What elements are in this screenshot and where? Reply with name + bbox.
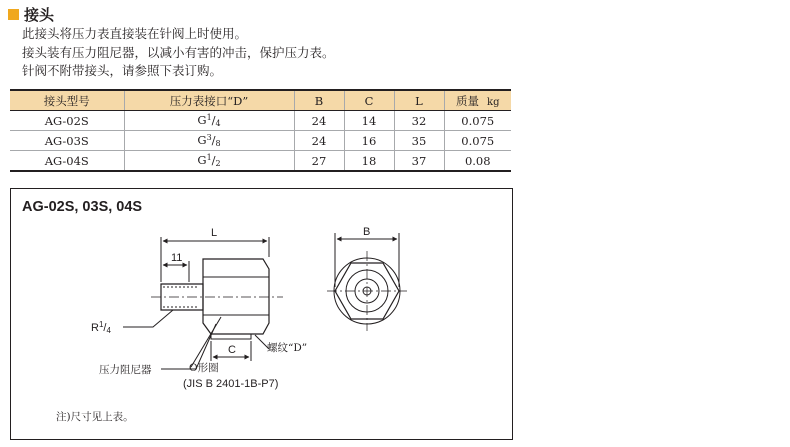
cell-b: 27 — [294, 151, 344, 172]
cell-model: AG-02S — [10, 111, 124, 131]
port-num: 1 — [206, 113, 212, 122]
dim-c-label: C — [228, 344, 236, 356]
intro-text — [22, 25, 335, 81]
table-header-row — [10, 90, 511, 111]
dim-b-label: B — [363, 226, 371, 238]
port-prefix: G — [197, 153, 207, 167]
drawing-title: AG-02S, 03S, 04S — [22, 199, 143, 215]
cell-b: 24 — [294, 131, 344, 151]
technical-drawing — [11, 189, 514, 441]
intro-line: 接头装有压力阻尼器，以减小有害的冲击，保护压力表。 — [22, 44, 335, 60]
dim-11-label: 11 — [171, 252, 183, 264]
header-mass — [444, 90, 511, 111]
section-heading — [8, 4, 54, 24]
cell-mass: 0.075 — [444, 131, 511, 151]
drawing-box — [10, 188, 513, 440]
table-row — [10, 151, 511, 172]
header-c: C — [344, 90, 394, 111]
cell-model: AG-04S — [10, 151, 124, 172]
oring-label: O形圈 — [189, 362, 219, 374]
r-thread-label: $R^1/4$ — [91, 320, 111, 335]
spec-table — [10, 89, 511, 172]
cell-c: 16 — [344, 131, 394, 151]
cell-mass: 0.075 — [444, 111, 511, 131]
cell-c: 14 — [344, 111, 394, 131]
r-den: 4 — [106, 326, 111, 335]
cell-b: 24 — [294, 111, 344, 131]
thread-label: 螺纹“D” — [267, 342, 308, 354]
section-title: 接头 — [24, 5, 55, 24]
header-mass-label: 质量 — [456, 93, 480, 108]
port-den: 8 — [215, 139, 221, 148]
port-prefix: G — [197, 113, 207, 127]
intro-line: 针阀不附带接头，请参照下表订购。 — [22, 63, 223, 78]
cell-l: 35 — [394, 131, 444, 151]
header-port: 压力表接口“D” — [124, 90, 294, 111]
header-mass-unit: kg — [487, 96, 500, 108]
port-num: 1 — [206, 153, 212, 162]
table-row — [10, 111, 511, 131]
cell-port: $G^1/_4$ — [124, 111, 294, 131]
jis-label: (JIS B 2401-1B-P7) — [183, 378, 279, 390]
damper-label: 压力阻尼器 — [99, 364, 152, 376]
port-prefix: G — [197, 133, 207, 147]
leader-r — [123, 310, 173, 327]
leader-oring — [191, 317, 221, 367]
table-row — [10, 131, 511, 151]
cell-l: 37 — [394, 151, 444, 172]
r-num: 1 — [98, 320, 104, 329]
intro-line: 此接头将压力表直接装在针阀上时使用。 — [22, 26, 248, 41]
port-den: 4 — [215, 119, 221, 128]
drawing-note: 注)尺寸见上表。 — [56, 411, 134, 423]
r-prefix: R — [91, 322, 99, 334]
dim-l-label: L — [211, 227, 218, 239]
header-b: B — [294, 90, 344, 111]
hex-body — [203, 259, 269, 334]
header-l: L — [394, 90, 444, 111]
cell-mass: 0.08 — [444, 151, 511, 172]
cell-port: $G^1/_2$ — [124, 151, 294, 172]
port-den: 2 — [215, 159, 221, 168]
header-model: 接头型号 — [10, 90, 124, 111]
heading-square-icon — [8, 9, 19, 20]
cell-port: $G^3/_8$ — [124, 131, 294, 151]
port-num: 3 — [206, 133, 212, 142]
cell-l: 32 — [394, 111, 444, 131]
cell-model: AG-03S — [10, 131, 124, 151]
cell-c: 18 — [344, 151, 394, 172]
